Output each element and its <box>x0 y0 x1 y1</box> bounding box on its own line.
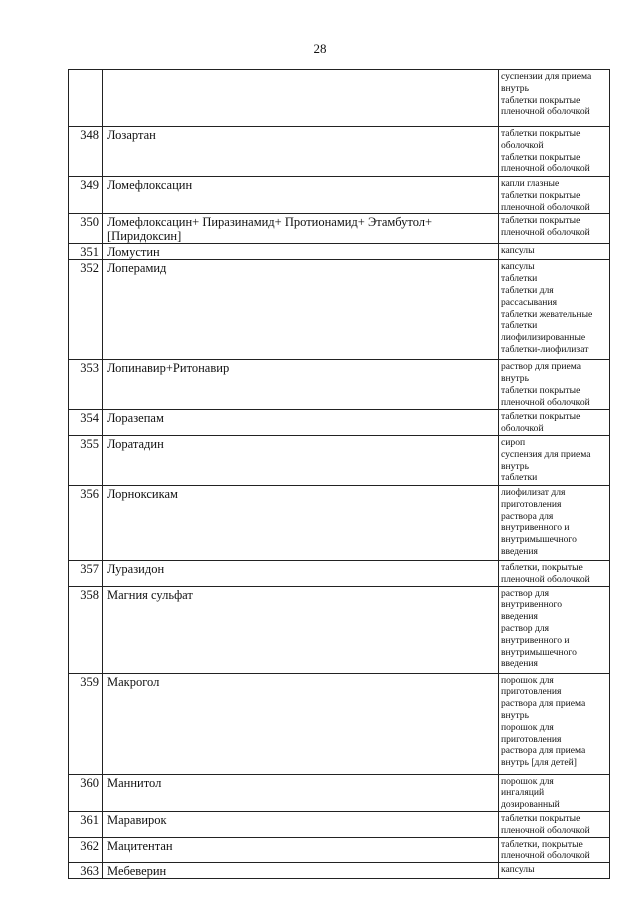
dosage-form-line: внутримышечного <box>501 646 577 658</box>
drug-name: Магния сульфат <box>103 586 499 673</box>
drug-name: Ломефлоксацин+ Пиразинамид+ Протионамид+ Этамбутол+ [Пиридоксин] <box>103 214 499 244</box>
dosage-form-line: сироп <box>501 436 526 448</box>
table-row <box>69 360 610 410</box>
dosage-form-line: таблетки покрытые <box>501 411 581 423</box>
table-row <box>69 70 610 127</box>
dosage-form-line: внутривенного <box>501 599 562 611</box>
drug-name: Лозартан <box>103 127 499 177</box>
table-row <box>69 260 610 360</box>
dosage-form-line: оболочкой <box>501 139 544 151</box>
dosage-form-line: таблетки покрытые <box>501 151 581 163</box>
dosage-form-line: пленочной оболочкой <box>501 201 590 213</box>
drug-name: Макрогол <box>103 673 499 774</box>
dosage-form-line: раствора для <box>501 510 554 522</box>
row-number: 352 <box>69 260 103 360</box>
dosage-form-line: таблетки, покрытые <box>501 561 583 573</box>
dosage-form-line: внутрь <box>501 373 529 385</box>
row-number: 355 <box>69 435 103 485</box>
dosage-form-line: раствора для приема <box>501 698 586 710</box>
dosage-form-line: суспензии для приема <box>501 71 592 82</box>
dosage-form-line: внутрь [для детей] <box>501 757 577 769</box>
dosage-forms <box>499 811 610 837</box>
dosage-form-line: пленочной оболочкой <box>501 573 590 585</box>
dosage-form-line: внутримышечного <box>501 534 577 546</box>
dosage-form-line: приготовления <box>501 686 562 698</box>
dosage-form-line: рассасывания <box>501 296 557 308</box>
table-row <box>69 837 610 863</box>
dosage-form-line: внутривенного и <box>501 522 570 534</box>
dosage-form-line: таблетки для <box>501 284 554 296</box>
drug-name: Маннитол <box>103 774 499 811</box>
drug-name: Лоперамид <box>103 260 499 360</box>
page-number: 28 <box>313 41 327 56</box>
drug-name: Ломефлоксацин <box>103 177 499 214</box>
dosage-form-line: капсулы <box>501 261 535 273</box>
table-row <box>69 560 610 586</box>
dosage-forms <box>499 673 610 774</box>
dosage-forms <box>499 586 610 673</box>
row-number: 349 <box>69 177 103 214</box>
table-row <box>69 177 610 214</box>
dosage-form-line: пленочной оболочкой <box>501 163 590 175</box>
row-number: 362 <box>69 837 103 863</box>
dosage-form-line: таблетки покрытые <box>501 384 581 396</box>
table-row <box>69 485 610 560</box>
dosage-form-line: лиофилизированные <box>501 332 586 344</box>
row-number: 354 <box>69 410 103 436</box>
dosage-forms <box>499 127 610 177</box>
dosage-form-line: пленочной оболочкой <box>501 396 590 408</box>
dosage-form-line: капсулы <box>501 245 535 257</box>
row-number: 353 <box>69 360 103 410</box>
drug-name <box>103 70 499 127</box>
drug-table <box>68 69 610 879</box>
row-number: 357 <box>69 560 103 586</box>
dosage-form-line: капли глазные <box>501 178 560 189</box>
table-row <box>69 214 610 244</box>
table-row <box>69 435 610 485</box>
dosage-form-line: таблетки покрытые <box>501 94 581 106</box>
dosage-form-line: введения <box>501 611 538 623</box>
row-number: 363 <box>69 863 103 879</box>
row-number <box>69 70 103 127</box>
dosage-form-line: приготовления <box>501 498 562 510</box>
dosage-form-line: таблетки покрытые <box>501 189 581 201</box>
dosage-forms <box>499 70 610 127</box>
dosage-forms <box>499 410 610 436</box>
drug-name: Лопинавир+Ритонавир <box>103 360 499 410</box>
dosage-form-line: таблетки <box>501 320 538 332</box>
dosage-form-line: суспензия для приема <box>501 448 591 460</box>
table-row <box>69 673 610 774</box>
drug-name: Лоратадин <box>103 435 499 485</box>
table-row <box>69 811 610 837</box>
row-number: 360 <box>69 774 103 811</box>
dosage-form-line: таблетки <box>501 273 538 285</box>
drug-name: Луразидон <box>103 560 499 586</box>
table-row <box>69 410 610 436</box>
dosage-form-line: введения <box>501 545 538 557</box>
dosage-form-line: таблетки-лиофилизат <box>501 343 589 355</box>
dosage-form-line: пленочной оболочкой <box>501 106 590 118</box>
dosage-form-line: раствор для <box>501 622 550 634</box>
dosage-form-line: порошок для <box>501 674 554 686</box>
drug-table-body <box>69 70 610 879</box>
dosage-form-line: внутривенного и <box>501 634 570 646</box>
dosage-form-line: пленочной оболочкой <box>501 227 590 239</box>
dosage-forms <box>499 837 610 863</box>
dosage-forms <box>499 260 610 360</box>
dosage-form-line: ингаляций <box>501 787 545 799</box>
dosage-form-line: приготовления <box>501 733 562 745</box>
row-number: 350 <box>69 214 103 244</box>
dosage-form-line: таблетки покрытые <box>501 215 581 227</box>
dosage-forms <box>499 485 610 560</box>
dosage-forms <box>499 435 610 485</box>
dosage-form-line: внутрь <box>501 460 529 472</box>
dosage-forms <box>499 774 610 811</box>
dosage-form-line: пленочной оболочкой <box>501 850 590 862</box>
dosage-forms <box>499 360 610 410</box>
drug-name: Лорноксикам <box>103 485 499 560</box>
table-row <box>69 774 610 811</box>
dosage-forms <box>499 214 610 244</box>
dosage-form-line: дозированный <box>501 799 560 811</box>
table-row <box>69 863 610 879</box>
dosage-form-line: введения <box>501 658 538 670</box>
dosage-form-line: раствора для приема <box>501 745 586 757</box>
dosage-forms <box>499 177 610 214</box>
drug-name: Мацитентан <box>103 837 499 863</box>
dosage-forms <box>499 863 610 879</box>
table-row <box>69 586 610 673</box>
dosage-form-line: капсулы <box>501 864 535 876</box>
table-row <box>69 127 610 177</box>
drug-name: Ломустин <box>103 244 499 260</box>
drug-name: Лоразепам <box>103 410 499 436</box>
dosage-forms <box>499 244 610 260</box>
dosage-form-line: порошок для <box>501 775 554 787</box>
row-number: 356 <box>69 485 103 560</box>
row-number: 359 <box>69 673 103 774</box>
dosage-form-line: порошок для <box>501 721 554 733</box>
row-number: 348 <box>69 127 103 177</box>
dosage-form-line: таблетки <box>501 472 538 484</box>
dosage-form-line: внутрь <box>501 82 529 94</box>
dosage-form-line: оболочкой <box>501 423 544 435</box>
drug-name: Маравирок <box>103 811 499 837</box>
dosage-form-line: таблетки, покрытые <box>501 838 583 850</box>
dosage-forms <box>499 560 610 586</box>
dosage-form-line: пленочной оболочкой <box>501 824 590 836</box>
dosage-form-line: таблетки жевательные <box>501 308 593 320</box>
dosage-form-line: таблетки покрытые <box>501 812 581 824</box>
dosage-form-line: внутрь <box>501 709 529 721</box>
drug-name: Мебеверин <box>103 863 499 879</box>
dosage-form-line: лиофилизат для <box>501 486 566 498</box>
row-number: 361 <box>69 811 103 837</box>
dosage-form-line: раствор для приема <box>501 361 582 373</box>
row-number: 358 <box>69 586 103 673</box>
dosage-form-line: раствор для <box>501 587 550 599</box>
row-number: 351 <box>69 244 103 260</box>
dosage-form-line: таблетки покрытые <box>501 128 581 139</box>
table-row <box>69 244 610 260</box>
